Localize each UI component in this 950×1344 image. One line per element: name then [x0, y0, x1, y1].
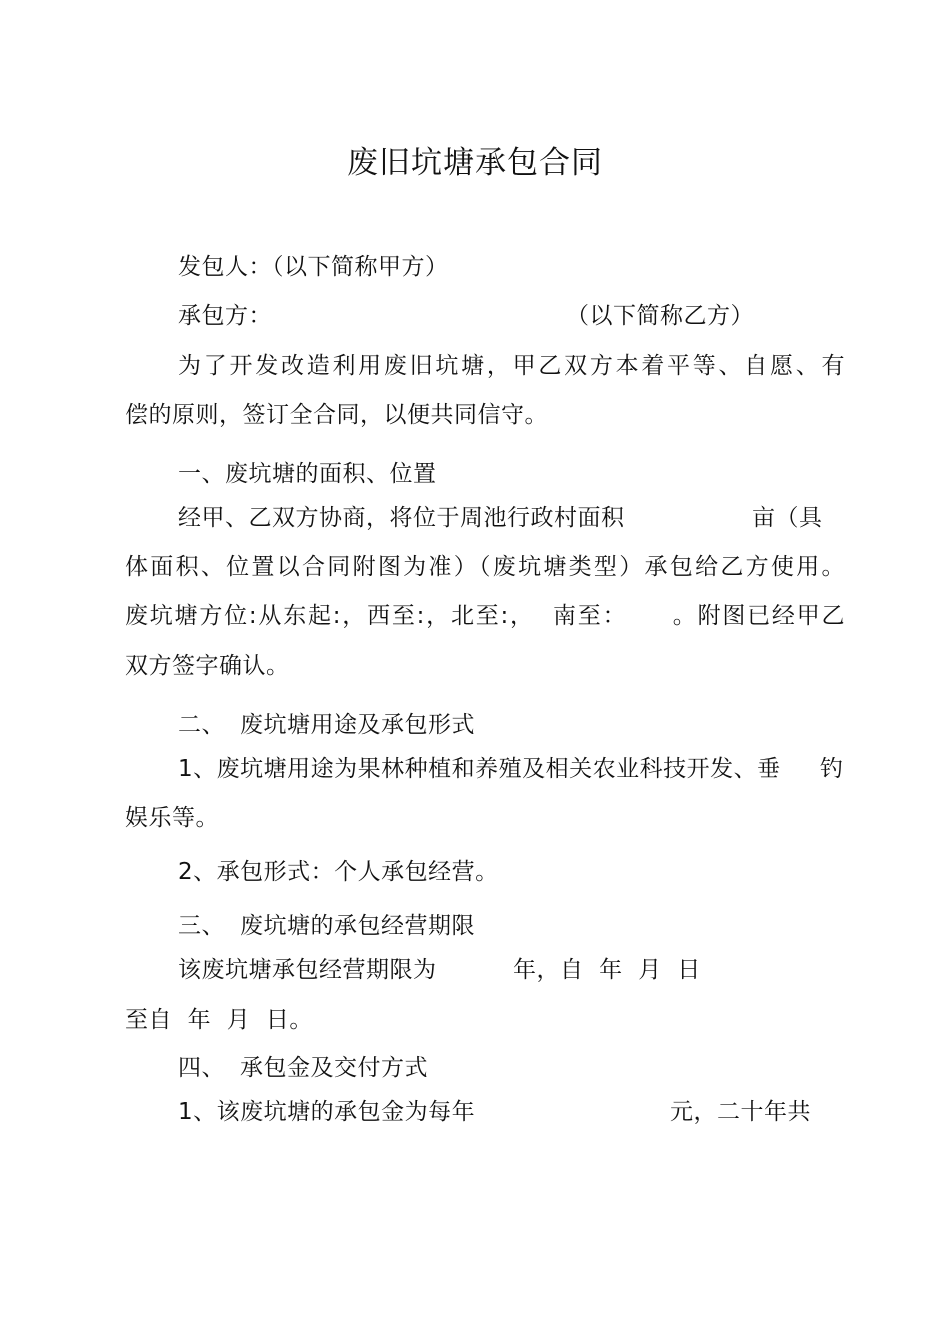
- intro-line-1: 为了开发改造利用废旧坑塘，甲乙双方本着平等、自愿、有: [178, 353, 845, 379]
- section-1-text-3: 废坑塘方位:从东起:，西至:，北至:， 南至： 。附图已经甲乙: [125, 603, 845, 629]
- section-4-item-1-b: 元，二十年共: [670, 1099, 811, 1125]
- section-4-heading-number: 四、: [178, 1055, 225, 1081]
- section-1-text-2: 体面积、位置以合同附图为准）（废坑塘类型）承包给乙方使用。: [125, 554, 845, 580]
- section-3-text-2: 至自 年 月 日。: [125, 1007, 313, 1033]
- section-3-text-a: 该废坑塘承包经营期限为: [178, 957, 437, 983]
- document-title: 废旧坑塘承包合同: [347, 145, 603, 181]
- party-a-line: 发包人：（以下简称甲方）: [178, 254, 449, 280]
- section-2-item-2: 2、承包形式：个人承包经营。: [178, 859, 499, 885]
- section-3-heading: 废坑塘的承包经营期限: [240, 913, 475, 939]
- section-1-text-a: 经甲、乙双方协商，将位于周池行政村面积: [178, 505, 625, 531]
- section-1-text-4: 双方签字确认。: [125, 653, 290, 679]
- party-b-note: （以下简称乙方）: [566, 303, 754, 329]
- section-2-item-1-b: 钓: [820, 756, 844, 782]
- section-4-heading: 承包金及交付方式: [240, 1055, 428, 1081]
- section-1-text-b: 亩（具: [752, 505, 823, 531]
- section-1-heading: 一、废坑塘的面积、位置: [178, 461, 437, 487]
- party-b-label: 承包方：: [178, 303, 272, 329]
- intro-line-2: 偿的原则，签订全合同，以便共同信守。: [125, 402, 548, 428]
- section-4-item-1-a: 1、该废坑塘的承包金为每年: [178, 1099, 476, 1125]
- section-2-heading-number: 二、: [178, 712, 225, 738]
- section-3-text-b: 年，自 年 月 日: [513, 957, 701, 983]
- section-2-heading: 废坑塘用途及承包形式: [240, 712, 475, 738]
- section-2-item-1-a: 1、废坑塘用途为果林种植和养殖及相关农业科技开发、垂: [178, 756, 781, 782]
- section-2-item-1-c: 娱乐等。: [125, 805, 219, 831]
- section-3-heading-number: 三、: [178, 913, 225, 939]
